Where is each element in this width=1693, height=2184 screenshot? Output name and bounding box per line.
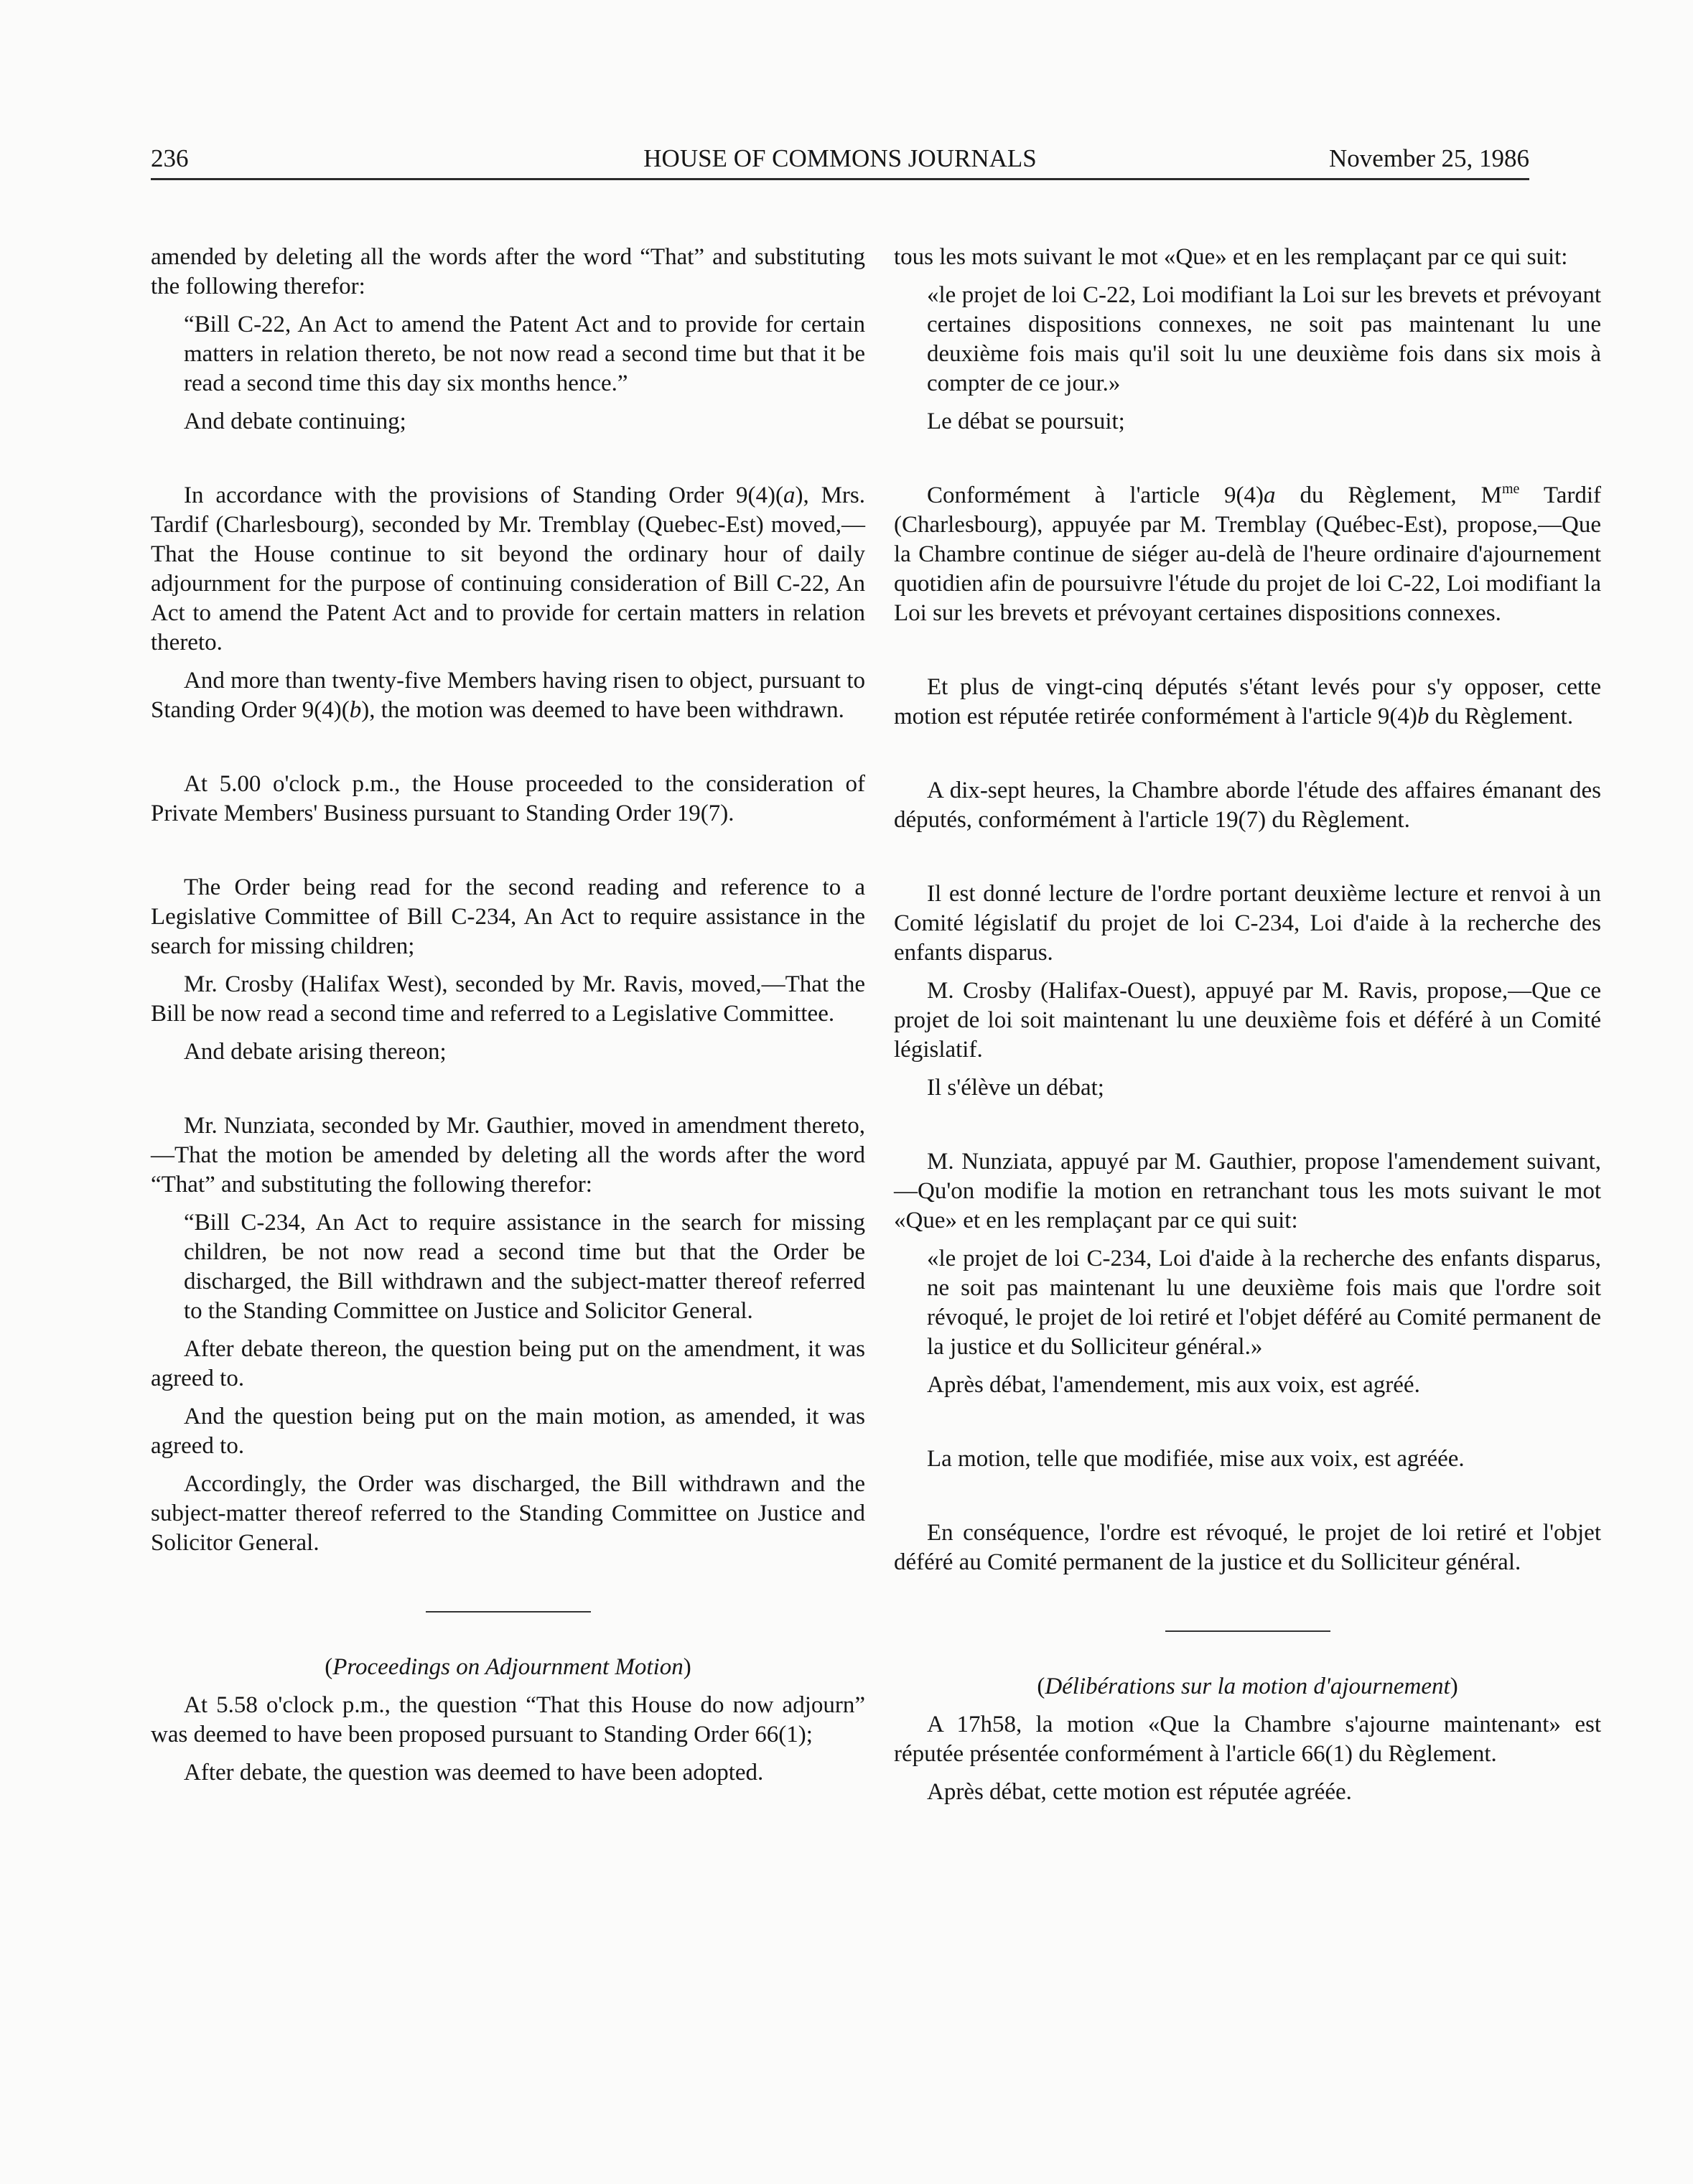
french-column xyxy=(894,243,1601,1807)
page-header xyxy=(151,140,1529,177)
section-heading: (Proceedings on Adjournment Motion) xyxy=(325,1654,691,1680)
header-rule xyxy=(151,178,1529,180)
english-column xyxy=(151,243,865,1788)
section-divider xyxy=(1165,1630,1330,1632)
paragraph: Après débat, l'amendement, mis aux voix, est agréé. xyxy=(927,1372,1420,1398)
paragraph: In accordance with the provisions of Standing Order 9(4)(a), Mrs. Tardif (Charlesbourg), seconded by Mr. Tremblay (Quebec-Est) moved,—That the House continue to sit beyond the ordinary hour of daily adjournment for the purpose of continuing consideration of Bill C-22, An Act to amend the Patent Act and to provide for certain matters in relation thereto. xyxy=(151,482,865,655)
paragraph: And debate continuing; xyxy=(184,409,406,434)
journal-date: November 25, 1986 xyxy=(1329,144,1529,172)
quoted-amendment: «le projet de loi C-22, Loi modifiant la Loi sur les brevets et prévoyant certaines dispositions connexes, ne soit pas maintenant lu une deuxième fois mais qu'il soit lu une deuxième fois dans six mois à compter de ce jour.» xyxy=(927,282,1601,396)
paragraph: And the question being put on the main motion, as amended, it was agreed to. xyxy=(151,1404,865,1459)
paragraph: At 5.00 o'clock p.m., the House proceeded to the consideration of Private Members' Business pursuant to Standing Order 19(7). xyxy=(151,771,865,826)
paragraph: Mr. Crosby (Halifax West), seconded by Mr. Ravis, moved,—That the Bill be now read a second time and referred to a Legislative Committee. xyxy=(151,971,865,1027)
paragraph: M. Nunziata, appuyé par M. Gauthier, propose l'amendement suivant,—Qu'on modifie la motion en retranchant tous les mots suivant le mot «Que» et en les remplaçant par ce qui suit: xyxy=(894,1149,1601,1233)
quoted-amendment: “Bill C-22, An Act to amend the Patent Act and to provide for certain matters in relation thereto, be not now read a second time but that it be read a second time this day six months hence.” xyxy=(184,312,865,396)
paragraph: amended by deleting all the words after the word “That” and substituting the following therefor: xyxy=(151,244,865,299)
paragraph: Après débat, cette motion est réputée agréée. xyxy=(927,1779,1352,1805)
paragraph: A 17h58, la motion «Que la Chambre s'ajourne maintenant» est réputée présentée conformément à l'article 66(1) du Règlement. xyxy=(894,1712,1601,1767)
paragraph: M. Crosby (Halifax-Ouest), appuyé par M. Ravis, propose,—Que ce projet de loi soit maintenant lu une deuxième fois et déféré à un Comité législatif. xyxy=(894,978,1601,1063)
paragraph: And more than twenty-five Members having risen to object, pursuant to Standing Order 9(4)(b), the motion was deemed to have been withdrawn. xyxy=(151,668,865,723)
paragraph: Mr. Nunziata, seconded by Mr. Gauthier, moved in amendment thereto,—That the motion be amended by deleting all the words after the word “That” and substituting the following therefor: xyxy=(151,1113,865,1198)
paragraph: Et plus de vingt-cinq députés s'étant levés pour s'y opposer, cette motion est réputée retirée conformément à l'article 9(4)b du Règlement. xyxy=(894,674,1601,729)
paragraph: And debate arising thereon; xyxy=(184,1039,447,1065)
paragraph: A dix-sept heures, la Chambre aborde l'étude des affaires émanant des députés, conformément à l'article 19(7) du Règlement. xyxy=(894,778,1601,833)
paragraph: Conformément à l'article 9(4)a du Règlement, $M^{me}$ Tardif (Charlesbourg), appuyée par M. Tremblay (Québec-Est), propose,—Que la Chambre continue de siéger au-delà de l'heure ordinaire d'ajournement quotidien afin de poursuivre l'étude du projet de loi C-22, Loi modifiant la Loi sur les brevets et prévoyant certaines dispositions connexes. xyxy=(894,481,1601,626)
paragraph: En conséquence, l'ordre est révoqué, le projet de loi retiré et l'objet déféré au Comité permanent de la justice et du Solliciteur général. xyxy=(894,1520,1601,1575)
paragraph: After debate, the question was deemed to have been adopted. xyxy=(184,1760,764,1786)
section-heading: (Délibérations sur la motion d'ajournement) xyxy=(1037,1674,1458,1699)
paragraph: After debate thereon, the question being put on the amendment, it was agreed to. xyxy=(151,1336,865,1391)
quoted-amendment: «le projet de loi C-234, Loi d'aide à la recherche des enfants disparus, ne soit pas maintenant lu une deuxième fois mais que l'ordre soit révoqué, le projet de loi retiré et l'objet déféré au Comité permanent de la justice et du Solliciteur général.» xyxy=(927,1246,1601,1360)
paragraph: Accordingly, the Order was discharged, the Bill withdrawn and the subject-matter thereof referred to the Standing Committee on Justice and Solicitor General. xyxy=(151,1471,865,1556)
page-number: 236 xyxy=(151,144,189,172)
journal-title: HOUSE OF COMMONS JOURNALS xyxy=(643,144,1037,172)
paragraph: Il s'élève un débat; xyxy=(927,1075,1104,1101)
paragraph: La motion, telle que modifiée, mise aux voix, est agréée. xyxy=(927,1446,1465,1472)
paragraph: The Order being read for the second reading and reference to a Legislative Committee of Bill C-234, An Act to require assistance in the search for missing children; xyxy=(151,874,865,959)
section-divider xyxy=(426,1611,591,1613)
paragraph: Le débat se poursuit; xyxy=(927,409,1125,434)
paragraph: Il est donné lecture de l'ordre portant deuxième lecture et renvoi à un Comité législatif du projet de loi C-234, Loi d'aide à la recherche des enfants disparus. xyxy=(894,881,1601,966)
paragraph: At 5.58 o'clock p.m., the question “That this House do now adjourn” was deemed to have been proposed pursuant to Standing Order 66(1); xyxy=(151,1692,865,1747)
paragraph: tous les mots suivant le mot «Que» et en les remplaçant par ce qui suit: xyxy=(894,244,1568,270)
quoted-amendment: “Bill C-234, An Act to require assistance in the search for missing children, be not now read a second time but that the Order be discharged, the Bill withdrawn and the subject-matter thereof referred to the Standing Committee on Justice and Solicitor General. xyxy=(184,1210,865,1324)
